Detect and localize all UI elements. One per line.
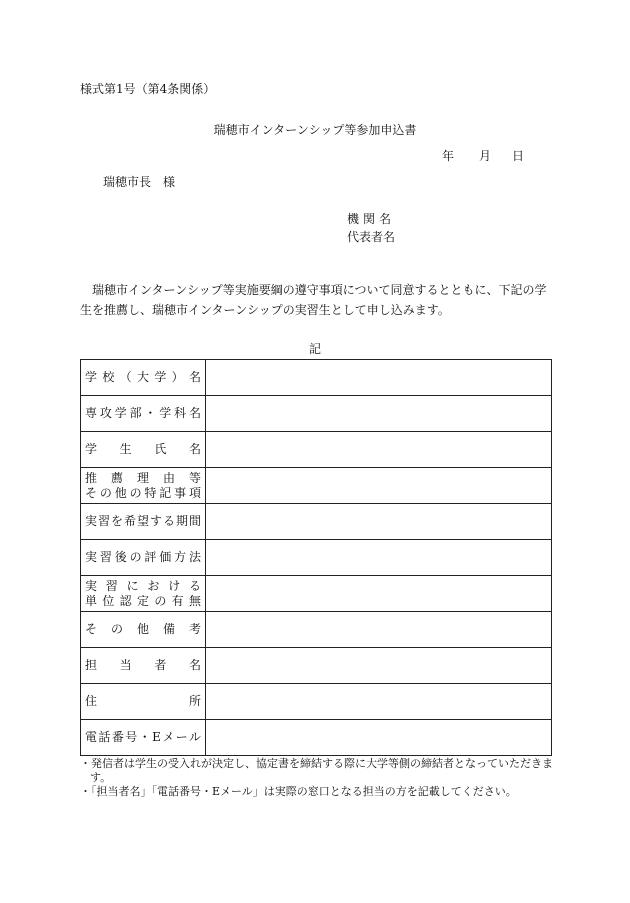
date-line: [0, 147, 630, 163]
table-row: [81, 432, 552, 468]
table-row: [81, 360, 552, 396]
row-label-line: その他備考: [85, 622, 201, 636]
row-label: [81, 468, 206, 504]
row-label: [81, 648, 206, 684]
row-value-field[interactable]: [206, 648, 552, 684]
date-month-label: 月: [479, 149, 492, 163]
row-label: [81, 396, 206, 432]
row-value-field[interactable]: [206, 504, 552, 540]
table-row: [81, 648, 552, 684]
row-label: [81, 504, 206, 540]
table-row: [81, 576, 552, 612]
row-label: [81, 720, 206, 756]
row-label-line: 実習における: [85, 578, 201, 593]
form-number: 様式第1号（第4条関係）: [80, 82, 216, 96]
row-label-line: 住所: [85, 694, 201, 708]
note-item: ・「担当者名」「電話番号・Eメール」は実際の窓口となる担当の方を記載してください。: [80, 785, 517, 798]
application-statement: 瑞穂市インターンシップ等実施要綱の遵守事項について同意するとともに、下記の学生を推薦し、瑞穂市インターンシップの実習生として申し込みます。: [80, 283, 547, 317]
row-label-line: 学校（大学）名: [85, 370, 201, 384]
row-label-line: 学生氏名: [85, 442, 201, 456]
table-row: [81, 396, 552, 432]
table-row: [81, 468, 552, 504]
notes: [80, 757, 555, 799]
row-label: [81, 612, 206, 648]
row-label-line: 実習後の評価方法: [85, 550, 201, 564]
table-row: [81, 720, 552, 756]
row-label-line: 単位認定の有無: [85, 593, 201, 608]
row-value-field[interactable]: [206, 360, 552, 396]
date-day-label: 日: [512, 149, 525, 163]
table-row: [81, 540, 552, 576]
application-table-body: [81, 360, 552, 756]
date-year-label: 年: [442, 149, 455, 163]
organization-name-label: 機関名: [347, 212, 396, 226]
row-label: [81, 540, 206, 576]
row-value-field[interactable]: [206, 576, 552, 612]
row-label-line: 専攻学部・学科名: [85, 406, 201, 420]
row-label-line: 担当者名: [85, 658, 201, 672]
row-value-field[interactable]: [206, 432, 552, 468]
application-table: [80, 359, 552, 756]
addressee: 瑞穂市長 様: [103, 175, 176, 189]
row-value-field[interactable]: [206, 540, 552, 576]
row-value-field[interactable]: [206, 396, 552, 432]
representative-name-label: 代表者名: [347, 230, 396, 244]
document-title: 瑞穂市インターンシップ等参加申込書: [213, 123, 417, 137]
row-label: [81, 684, 206, 720]
ki-heading: 記: [308, 342, 321, 356]
row-label-line: 電話番号・Eメール: [85, 730, 201, 744]
row-value-field[interactable]: [206, 720, 552, 756]
row-label-line: その他の特記事項: [85, 485, 201, 500]
row-label: [81, 432, 206, 468]
row-label-line: 実習を希望する期間: [85, 514, 201, 528]
row-label: [81, 576, 206, 612]
row-value-field[interactable]: [206, 684, 552, 720]
row-value-field[interactable]: [206, 468, 552, 504]
table-row: [81, 504, 552, 540]
row-label-line: 推薦理由等: [85, 470, 201, 485]
row-value-field[interactable]: [206, 612, 552, 648]
table-row: [81, 684, 552, 720]
table-row: [81, 612, 552, 648]
note-item: ・発信者は学生の受入れが決定し、協定書を締結する際に大学等側の締結者となっていただきます。: [80, 757, 553, 784]
row-label: [81, 360, 206, 396]
